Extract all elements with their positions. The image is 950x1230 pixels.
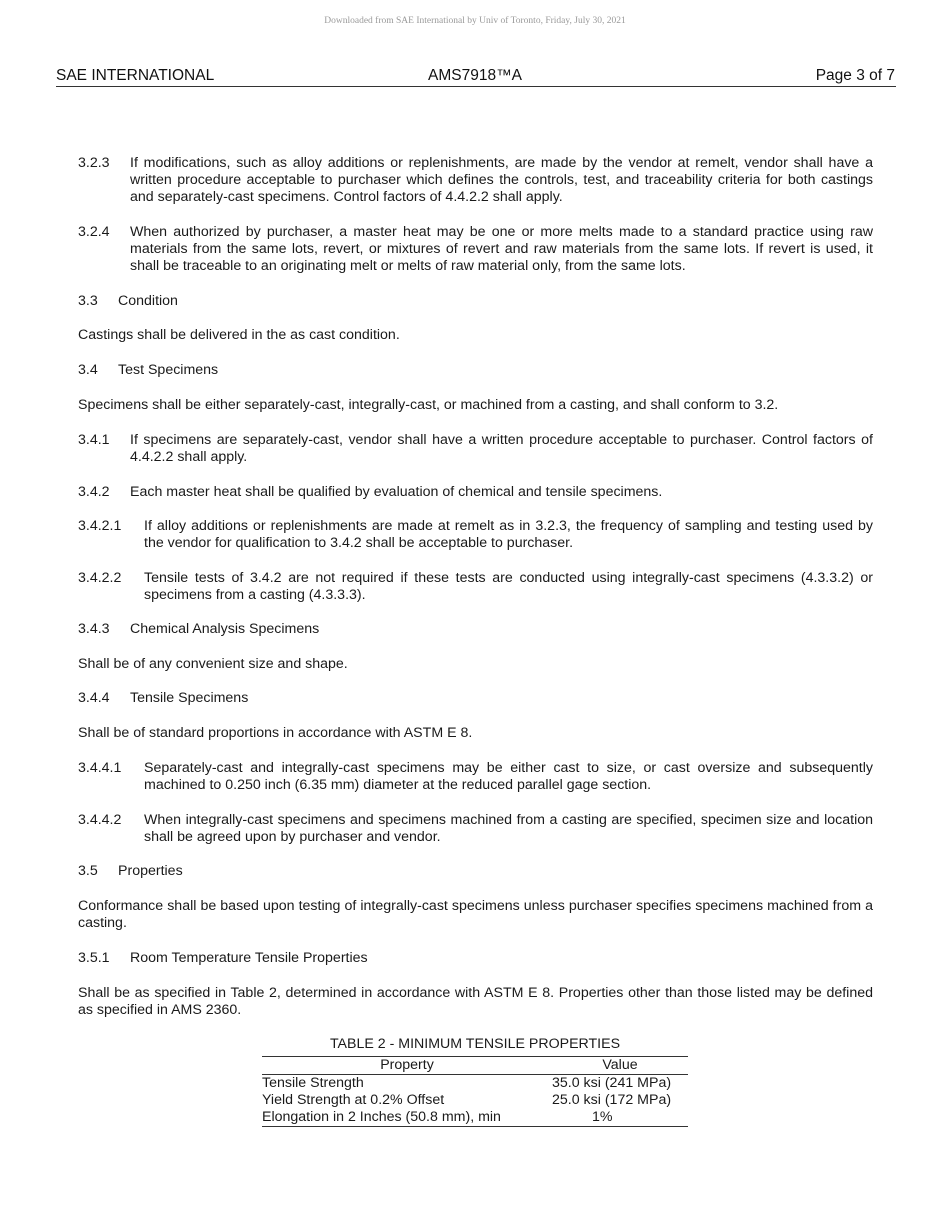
section-number: 3.5 xyxy=(78,863,98,879)
section-heading-3-4-3 xyxy=(78,621,873,638)
paragraph-3-2-3 xyxy=(78,155,873,206)
paragraph-text: When authorized by purchaser, a master heat may be one or more melts made to a standard practice using raw materials from the same lots, revert, or mixtures of revert and raw materials from the same lots. If revert is used, it shall be traceable to an originating melt or melts of raw material only, from the same lots. xyxy=(130,224,873,274)
section-title: Tensile Specimens xyxy=(130,690,249,706)
paragraph-3-2-4 xyxy=(78,224,873,275)
paragraph-3-4-2-2 xyxy=(78,570,873,604)
paragraph-number: 3.2.4 xyxy=(78,224,110,240)
section-title: Room Temperature Tensile Properties xyxy=(130,950,368,966)
paragraph-3-4-2-1 xyxy=(78,518,873,552)
paragraph-text: Tensile tests of 3.4.2 are not required if these tests are conducted using integrally-cast specimens (4.3.3.2) or specimens from a casting (4.3.3.3). xyxy=(144,570,873,603)
header-rule xyxy=(56,86,896,87)
section-title: Properties xyxy=(118,863,183,879)
paragraph-number: 3.4.1 xyxy=(78,432,110,448)
paragraph-number: 3.2.3 xyxy=(78,155,110,171)
paragraph-number: 3.4.2.2 xyxy=(78,570,122,586)
section-number: 3.4 xyxy=(78,362,98,378)
section-heading-3-5 xyxy=(78,863,873,880)
paragraph-3-5-1-body: Shall be as specified in Table 2, determined in accordance with ASTM E 8. Properties other than those listed may be defined as specified in AMS 2360. xyxy=(78,985,873,1018)
section-title: Condition xyxy=(118,293,178,309)
table-row xyxy=(262,1075,688,1093)
section-number: 3.4.4 xyxy=(78,690,110,706)
column-header-property: Property xyxy=(262,1057,552,1075)
table-header-row xyxy=(262,1057,688,1075)
paragraph-3-4-3-body: Shall be of any convenient size and shape. xyxy=(78,656,348,672)
paragraph-text: If modifications, such as alloy additions or replenishments, are made by the vendor at remelt, vendor shall have a written procedure acceptable to purchaser which defines the controls, test, and traceability criteria for both castings and separately-cast specimens. Control factors of 4.4.2.2 shall apply. xyxy=(130,155,873,205)
table-row xyxy=(262,1109,688,1127)
paragraph-text: If alloy additions or replenishments are made at remelt as in 3.2.3, the frequency of sampling and testing used by the vendor for qualification to 3.4.2 shall be acceptable to purchaser. xyxy=(144,518,873,551)
header-organization: SAE INTERNATIONAL xyxy=(56,67,215,84)
paragraph-3-5-body: Conformance shall be based upon testing of integrally-cast specimens unless purchaser specifies specimens machined from a casting. xyxy=(78,898,873,931)
header-page-number: Page 3 of 7 xyxy=(815,67,895,84)
cell-property: Elongation in 2 Inches (50.8 mm), min xyxy=(262,1109,552,1127)
section-number: 3.3 xyxy=(78,293,98,309)
paragraph-text: Separately-cast and integrally-cast specimens may be either cast to size, or cast oversize and subsequently machined to 0.250 inch (6.35 mm) diameter at the reduced parallel gage section. xyxy=(144,760,873,793)
paragraph-number: 3.4.2.1 xyxy=(78,518,122,534)
paragraph-3-3-body: Castings shall be delivered in the as cast condition. xyxy=(78,327,400,343)
paragraph-text: Each master heat shall be qualified by evaluation of chemical and tensile specimens. xyxy=(130,484,663,500)
section-number: 3.4.3 xyxy=(78,621,110,637)
paragraph-3-4-1 xyxy=(78,432,873,466)
table-caption: TABLE 2 - MINIMUM TENSILE PROPERTIES xyxy=(329,1036,621,1052)
cell-property: Tensile Strength xyxy=(262,1075,364,1091)
paragraph-text: If specimens are separately-cast, vendor shall have a written procedure acceptable to purchaser. Control factors of 4.4.2.2 shall apply. xyxy=(130,432,873,465)
section-heading-3-3 xyxy=(78,293,873,310)
paragraph-3-4-4-2 xyxy=(78,812,873,846)
paragraph-number: 3.4.4.1 xyxy=(78,760,122,776)
section-title: Chemical Analysis Specimens xyxy=(130,621,320,637)
download-watermark: Downloaded from SAE International by Univ of Toronto, Friday, July 30, 2021 xyxy=(324,16,626,26)
section-heading-3-5-1 xyxy=(78,950,873,967)
paragraph-number: 3.4.4.2 xyxy=(78,812,122,828)
paragraph-3-4-body: Specimens shall be either separately-cast, integrally-cast, or machined from a casting, and shall conform to 3.2. xyxy=(78,397,779,413)
paragraph-number: 3.4.2 xyxy=(78,484,110,500)
cell-value: 1% xyxy=(552,1109,688,1127)
tensile-properties-table xyxy=(262,1056,688,1127)
paragraph-3-4-4-body: Shall be of standard proportions in accordance with ASTM E 8. xyxy=(78,725,473,741)
table-row xyxy=(262,1092,688,1109)
section-heading-3-4-4 xyxy=(78,690,873,707)
section-title: Test Specimens xyxy=(118,362,219,378)
cell-value: 35.0 ksi (241 MPa) xyxy=(552,1075,672,1091)
cell-value: 25.0 ksi (172 MPa) xyxy=(552,1092,672,1108)
column-header-value: Value xyxy=(552,1057,688,1075)
header-document-id: AMS7918™A xyxy=(428,67,522,84)
section-number: 3.5.1 xyxy=(78,950,110,966)
cell-property: Yield Strength at 0.2% Offset xyxy=(262,1092,445,1108)
paragraph-3-4-4-1 xyxy=(78,760,873,794)
section-heading-3-4 xyxy=(78,362,873,379)
paragraph-text: When integrally-cast specimens and specimens machined from a casting are specified, specimen size and location shall be agreed upon by purchaser and vendor. xyxy=(144,812,873,845)
paragraph-3-4-2 xyxy=(78,484,873,501)
